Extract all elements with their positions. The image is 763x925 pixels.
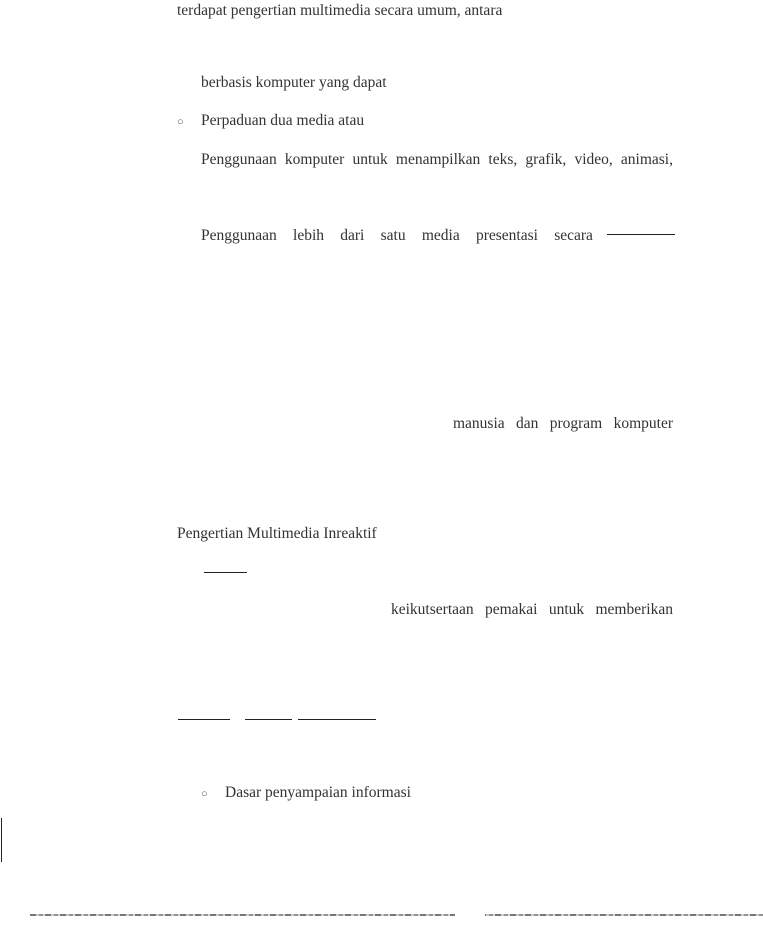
word: komputer xyxy=(284,151,345,168)
more-media-line xyxy=(201,227,593,245)
word: secara xyxy=(554,227,593,244)
word: media xyxy=(421,227,460,244)
scan-edge-line xyxy=(30,914,763,916)
word: untuk xyxy=(548,601,585,618)
human-program-line xyxy=(453,415,673,433)
scan-edge-gap xyxy=(455,912,485,918)
participation-line xyxy=(391,601,673,619)
word: untuk xyxy=(352,151,388,168)
computer-based-line: berbasis komputer yang dapat xyxy=(201,74,387,91)
word: Penggunaan xyxy=(201,227,277,244)
computer-usage-line xyxy=(201,151,673,169)
word: Penggunaan xyxy=(201,151,277,168)
blank-underline xyxy=(204,572,247,573)
blank-underline xyxy=(245,719,292,720)
word: lebih xyxy=(293,227,325,244)
word: animasi, xyxy=(620,151,673,168)
word: memberikan xyxy=(595,601,673,618)
intro-line: terdapat pengertian multimedia secara umum, antara xyxy=(177,2,503,19)
interactive-heading: Pengertian Multimedia Inreaktif xyxy=(177,525,377,542)
blank-underline xyxy=(298,719,376,720)
word: grafik, xyxy=(525,151,567,168)
word: program xyxy=(549,415,603,432)
word: video, xyxy=(574,151,613,168)
left-margin-mark xyxy=(1,818,2,862)
blank-underline xyxy=(607,234,675,235)
word: manusia xyxy=(453,415,505,432)
bullet-icon: ○ xyxy=(201,788,208,800)
combination-bullet-text: Perpaduan dua media atau xyxy=(201,112,365,129)
word: menampilkan xyxy=(395,151,481,168)
word: komputer xyxy=(613,415,673,432)
word: dan xyxy=(516,415,539,432)
word: pemakai xyxy=(484,601,538,618)
word: presentasi xyxy=(475,227,538,244)
word: satu xyxy=(380,227,406,244)
word: keikutsertaan xyxy=(391,601,474,618)
bullet-icon: ○ xyxy=(177,116,184,128)
blank-underline xyxy=(178,719,230,720)
word: teks, xyxy=(488,151,518,168)
word: dari xyxy=(340,227,365,244)
information-bullet-text: Dasar penyampaian informasi xyxy=(225,784,411,801)
